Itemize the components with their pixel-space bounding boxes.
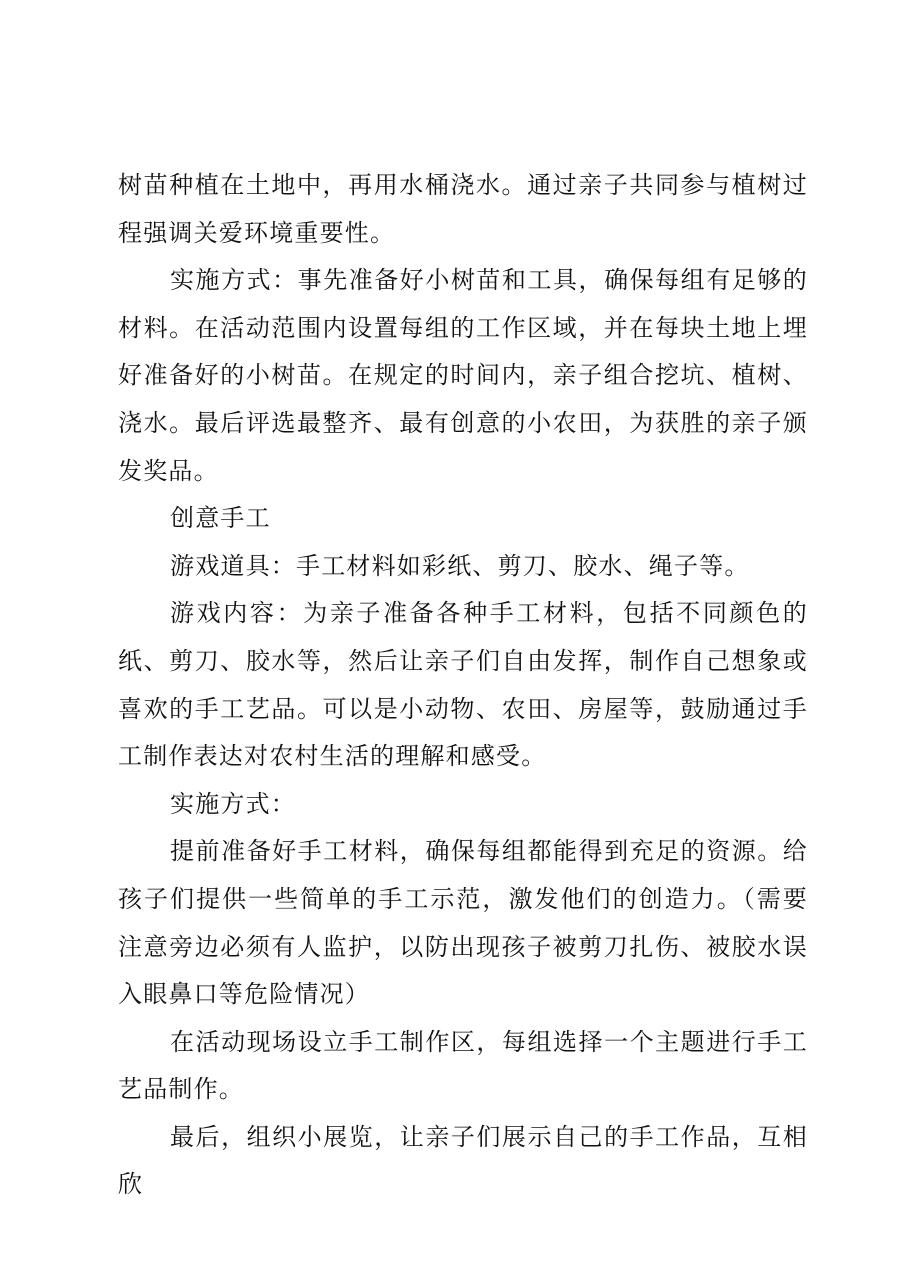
paragraph-implementation-planting: 实施方式：事先准备好小树苗和工具，确保每组有足够的材料。在活动范围内设置每组的工作区域，并在每块土地上埋好准备好的小树苗。在规定的时间内，亲子组合挖坑、植树、浇水。最后评选最整齐、最有创意的小农田，为获胜的亲子颁发奖品。 (118, 266, 808, 485)
paragraph-craft-area: 在活动现场设立手工制作区，每组选择一个主题进行手工艺品制作。 (118, 1027, 808, 1104)
paragraph-implementation-label: 实施方式： (170, 789, 296, 818)
paragraph-game-props: 游戏道具：手工材料如彩纸、剪刀、胶水、绳子等。 (170, 551, 750, 580)
paragraph-exhibition: 最后，组织小展览，让亲子们展示自己的手工作品，互相欣 (118, 1122, 808, 1199)
body-text (118, 162, 808, 1209)
paragraph-prepare-materials: 提前准备好手工材料，确保每组都能得到充足的资源。给孩子们提供一些简单的手工示范，激发他们的创造力。（需要注意旁边必须有人监护，以防出现孩子被剪刀扎伤、被胶水误入眼鼻口等危险情况） (118, 837, 808, 1009)
paragraph-tree-planting-end: 树苗种植在土地中，再用水桶浇水。通过亲子共同参与植树过程强调关爱环境重要性。 (118, 171, 808, 247)
paragraph-game-content: 游戏内容：为亲子准备各种手工材料，包括不同颜色的纸、剪刀、胶水等，然后让亲子们自由发挥，制作自己想象或喜欢的手工艺品。可以是小动物、农田、房屋等，鼓励通过手工制作表达对农村生活的理解和感受。 (118, 599, 808, 771)
section-heading-creative-crafts: 创意手工 (170, 504, 271, 533)
